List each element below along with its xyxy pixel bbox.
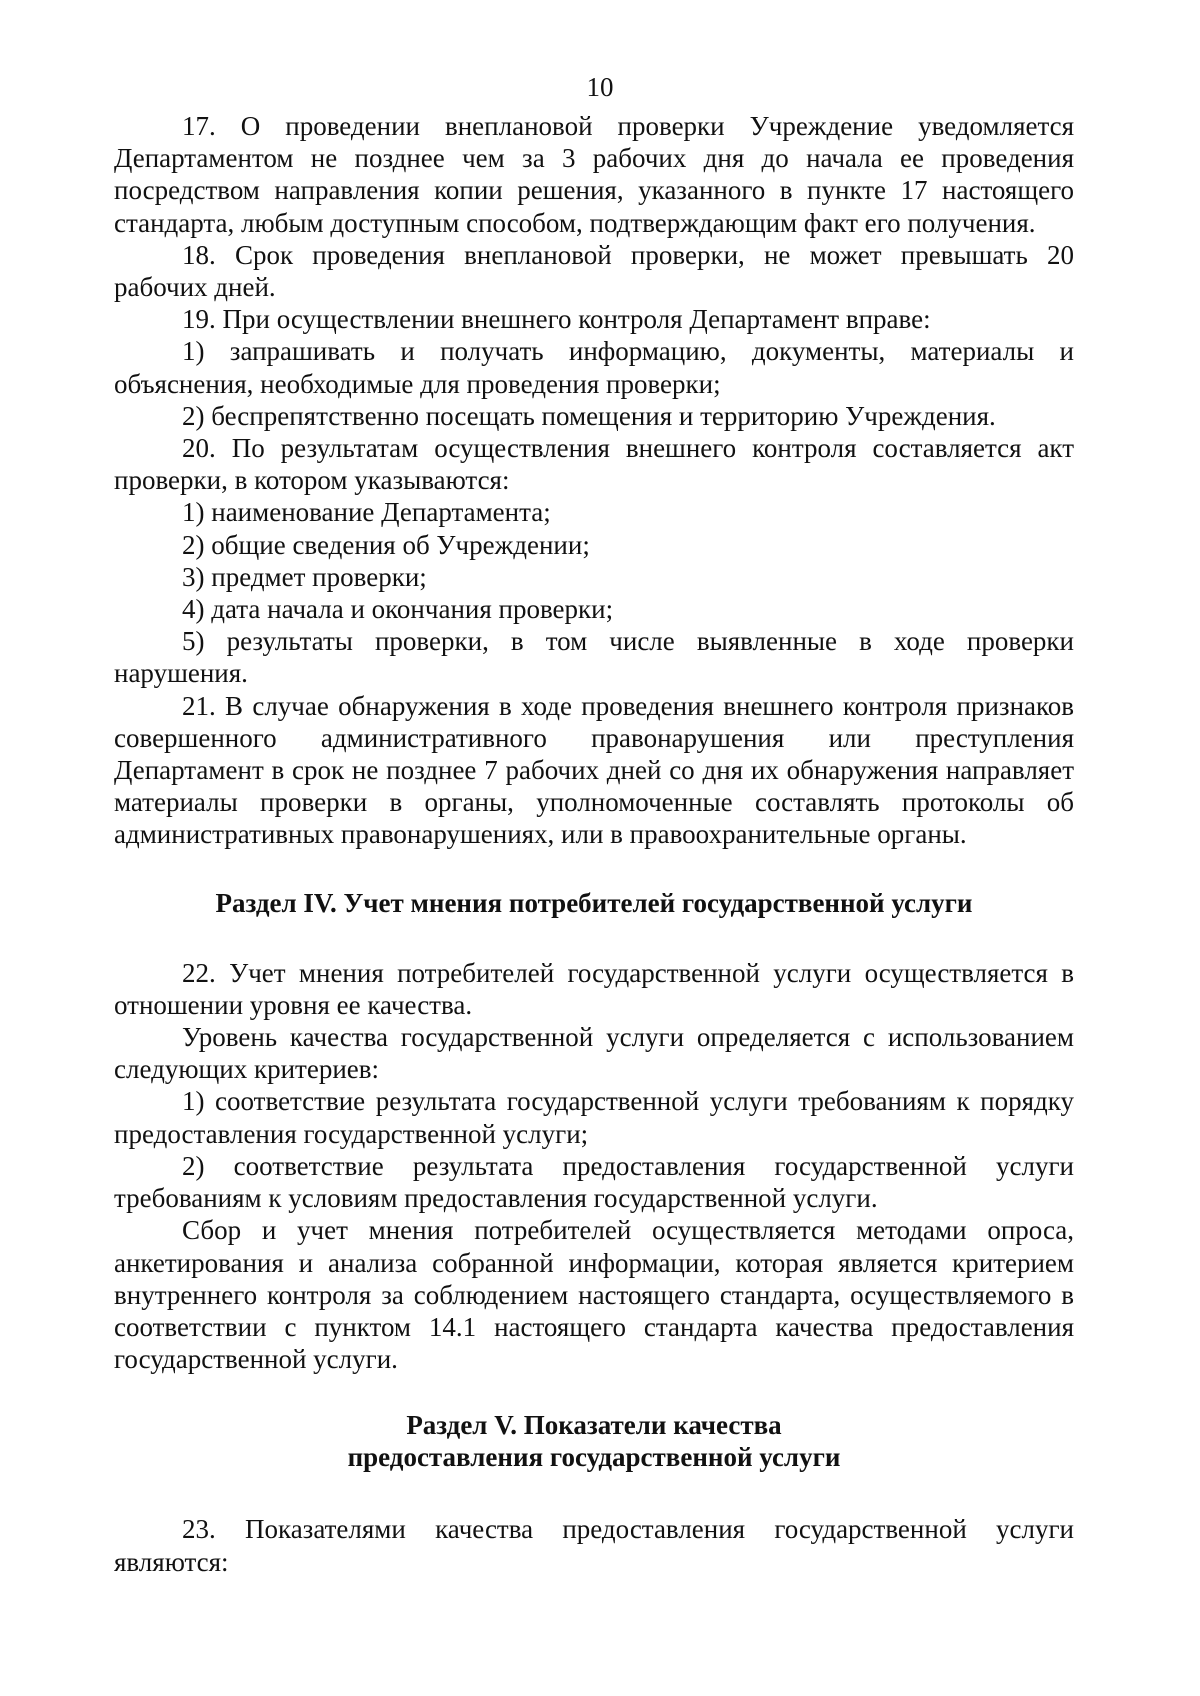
paragraph-20-item-1: 1) наименование Департамента; [182, 497, 551, 528]
paragraph-20-item-4: 4) дата начала и окончания проверки; [182, 594, 614, 625]
paragraph-17: 17. О проведении внеплановой проверки Учреждение уведомляется Департаментом не позднее чем за 3 рабочих дня до начала ее проведения посредством направления копии решения, указанного в пункте 17 настоящего стандарта, любым доступным способом, подтверждающим факт его получения. [114, 111, 1074, 238]
section-iv-heading: Раздел IV. Учет мнения потребителей государственной услуги [215, 887, 973, 918]
section-v-heading [114, 1409, 1074, 1473]
page-number: 10 [586, 72, 614, 102]
paragraph-criterion-1: 1) соответствие результата государственной услуги требованиям к порядку предоставления государственной услуги; [114, 1086, 1074, 1149]
paragraph-quality-level: Уровень качества государственной услуги определяется с использованием следующих критериев: [114, 1022, 1074, 1085]
section-v-heading-line-1: Раздел V. Показатели качества [406, 1410, 782, 1441]
paragraph-18: 18. Срок проведения внеплановой проверки, не может превышать 20 рабочих дней. [114, 239, 1074, 303]
document-body [114, 110, 1074, 1578]
paragraph-opinion-collection: Сбор и учет мнения потребителей осуществляется методами опроса, анкетирования и анализа собранной информации, которая является критерием внутреннего контроля за соблюдением настоящего стандарта, осуществляемого в соответствии с пунктом 14.1 настоящего стандарта качества предоставления государственной услуги. [114, 1215, 1074, 1375]
paragraph-21: 21. В случае обнаружения в ходе проведения внешнего контроля признаков совершенного административного правонарушения или преступления Департамент в срок не позднее 7 рабочих дней со дня их обнаружения направляет материалы проверки в органы, уполномоченные составлять протоколы об административных правонарушениях, или в правоохранительные органы. [114, 690, 1074, 850]
paragraph-19-item-2: 2) беспрепятственно посещать помещения и территорию Учреждения. [182, 400, 996, 431]
paragraph-criterion-2: 2) соответствие результата предоставления государственной услуги требованиям к условиям предоставления государственной услуги. [114, 1150, 1074, 1214]
section-v-heading-line-2: предоставления государственной услуги [347, 1442, 841, 1473]
paragraph-20-item-5: 5) результаты проверки, в том числе выявленные в ходе проверки нарушения. [114, 626, 1074, 689]
paragraph-22: 22. Учет мнения потребителей государственной услуги осуществляется в отношении уровня ее качества. [114, 957, 1074, 1020]
paragraph-20-item-3: 3) предмет проверки; [182, 561, 427, 592]
paragraph-20-item-2: 2) общие сведения об Учреждении; [182, 529, 590, 560]
paragraph-23: 23. Показателями качества предоставления государственной услуги являются: [114, 1514, 1074, 1577]
paragraph-20: 20. По результатам осуществления внешнего контроля составляется акт проверки, в котором указываются: [114, 433, 1074, 496]
paragraph-19-item-1: 1) запрашивать и получать информацию, документы, материалы и объяснения, необходимые для проведения проверки; [114, 336, 1074, 399]
paragraph-19: 19. При осуществлении внешнего контроля Департамент вправе: [182, 304, 931, 335]
